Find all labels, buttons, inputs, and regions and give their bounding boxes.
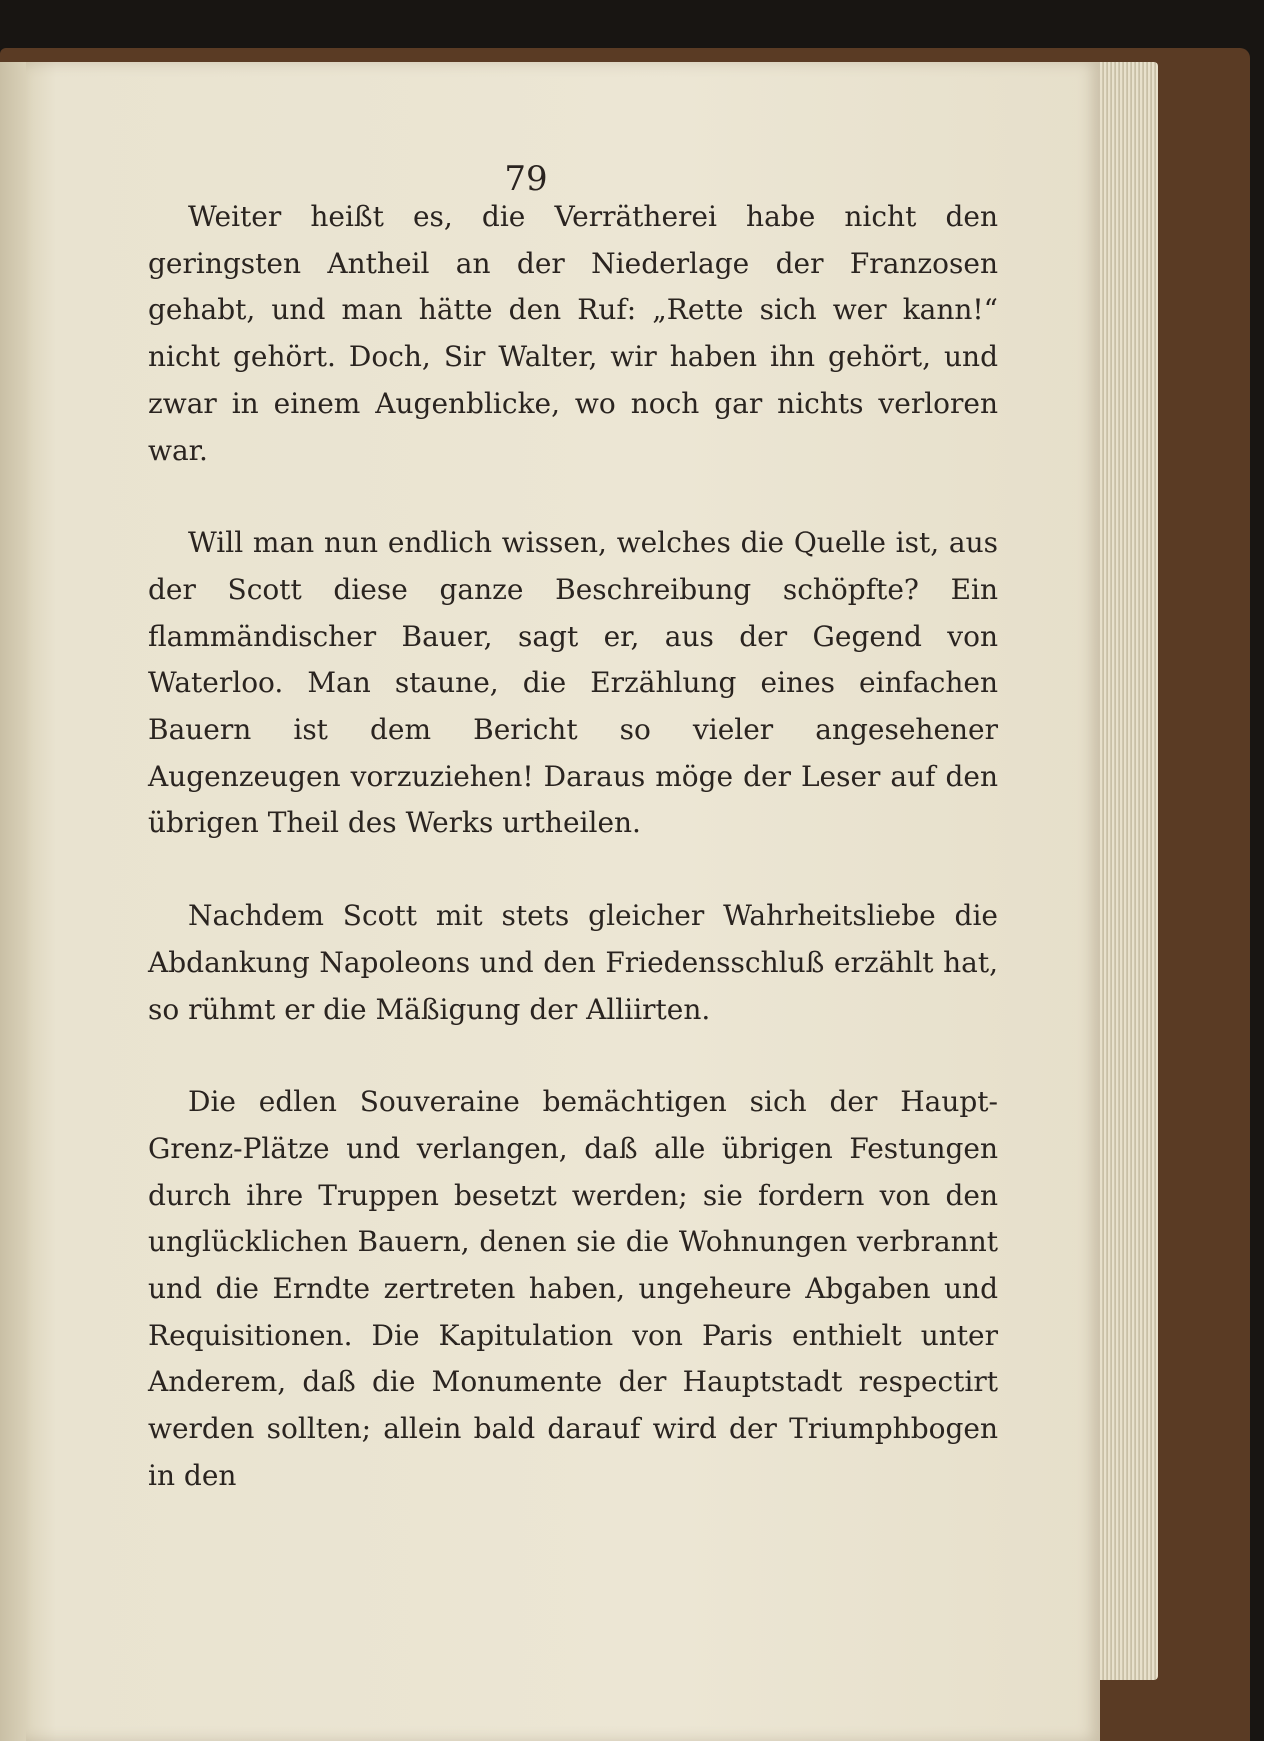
page-number: 79 — [504, 159, 548, 199]
paragraph-2: Will man nun endlich wissen, welches die Quelle ist, aus der Scott diese ganze Beschreibung schöpfte? Ein flammändischer Bauer, sagt er, aus der Gegend von Waterloo. Man staune, die Erzählung eines einfachen Bauern ist dem Bericht so vieler angesehener Augenzeugen vorzuziehen! Daraus möge der Leser auf den übrigen Theil des Werks urtheilen. — [148, 526, 998, 840]
book-page — [26, 62, 1100, 1741]
paragraph-1: Weiter heißt es, die Verrätherei habe nicht den geringsten Antheil an der Niederlage der Franzosen gehabt, und man hätte den Ruf: „Rette sich wer kann!“ nicht gehört. Doch, Sir Walter, wir haben ihn gehört, und zwar in einem Augenblicke, wo noch gar nichts verloren war. — [148, 200, 998, 467]
paragraph-4: Die edlen Souveraine bemächtigen sich der Haupt-Grenz-Plätze und verlangen, daß alle übrigen Festungen durch ihre Truppen besetzt werden; sie fordern von den unglücklichen Bauern, denen sie die Wohnungen verbrannt und die Erndte zertreten haben, ungeheure Abgaben und Requisitionen. Die Kapitulation von Paris enthielt unter Anderem, daß die Monumente der Hauptstadt respectirt werden sollten; allein bald darauf wird der Triumphbogen in den — [148, 1085, 998, 1492]
paragraph-3: Nachdem Scott mit stets gleicher Wahrheitsliebe die Abdankung Napoleons und den Friedensschluß erzählt hat, so rühmt er die Mäßigung der Alliirten. — [148, 899, 998, 1026]
page-text — [148, 194, 998, 1546]
